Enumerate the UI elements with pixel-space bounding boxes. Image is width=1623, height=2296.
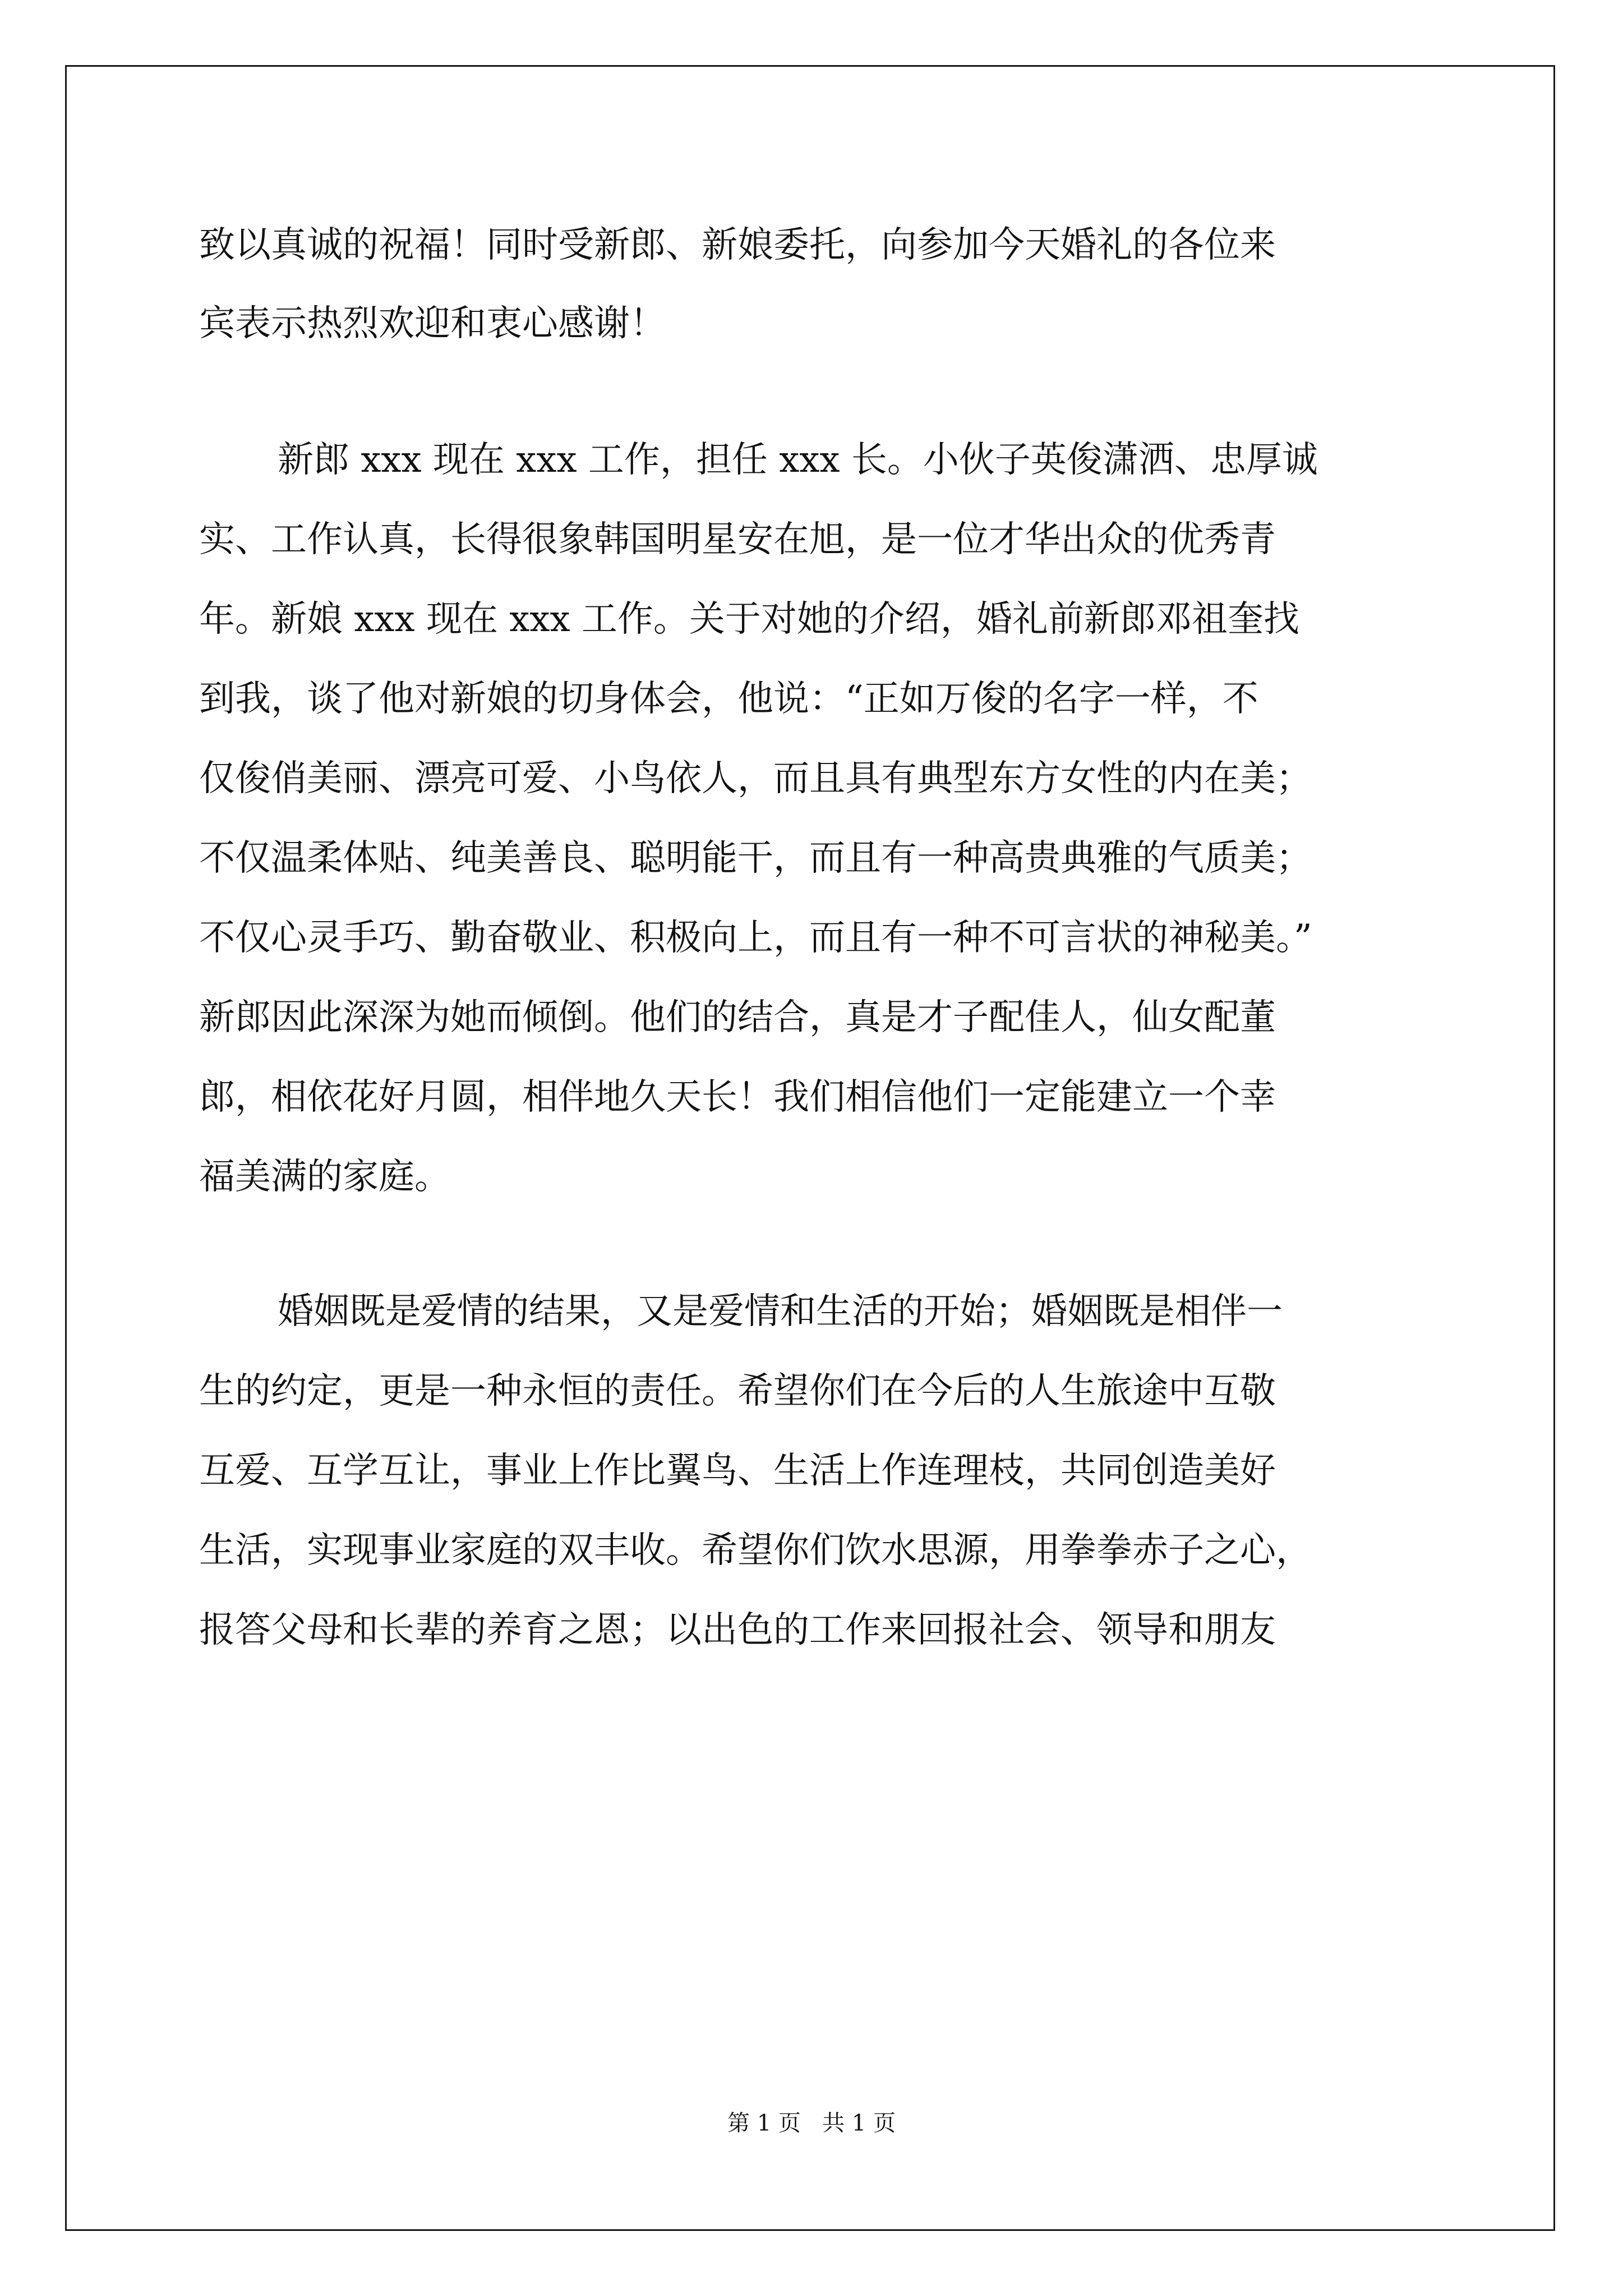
paragraph-start-line: 新郎 xxx 现在 xxx 工作，担任 xxx 长。小伙子英俊潇洒、忠厚诚 bbox=[278, 439, 1318, 481]
text-line: 实、工作认真，长得很象韩国明星安在旭，是一位才华出众的优秀青 bbox=[199, 519, 1276, 560]
page-footer: 第 1 页 共 1 页 bbox=[727, 2110, 896, 2136]
text-line: 福美满的家庭。 bbox=[199, 1156, 450, 1198]
text-line: 宾表示热烈欢迎和衷心感谢！ bbox=[199, 303, 666, 344]
text-line: 郎，相依花好月圆，相伴地久天长！我们相信他们一定能建立一个幸 bbox=[199, 1076, 1276, 1118]
text-line: 不仅心灵手巧、勤奋敬业、积极向上，而且有一种不可言状的神秘美。” bbox=[199, 917, 1312, 959]
text-line: 报答父母和长辈的养育之恩；以出色的工作来回报社会、领导和朋友 bbox=[199, 1609, 1276, 1651]
page-border bbox=[65, 65, 1555, 2231]
text-line: 生的约定，更是一种永恒的责任。希望你们在今后的人生旅途中互敬 bbox=[199, 1370, 1276, 1412]
text-line: 到我，谈了他对新娘的切身体会，他说：“正如万俊的名字一样，不 bbox=[199, 678, 1258, 720]
text-line: 生活，实现事业家庭的双丰收。希望你们饮水思源，用拳拳赤子之心， bbox=[199, 1530, 1312, 1571]
text-line: 年。新娘 xxx 现在 xxx 工作。关于对她的介绍，婚礼前新郎邓祖奎找 bbox=[199, 599, 1299, 640]
text-line: 不仅温柔体贴、纯美善良、聪明能干，而且有一种高贵典雅的气质美； bbox=[199, 838, 1312, 879]
text-line: 仅俊俏美丽、漂亮可爱、小鸟依人，而且具有典型东方女性的内在美； bbox=[199, 758, 1312, 799]
text-line: 新郎因此深深为她而倾倒。他们的结合，真是才子配佳人，仙女配董 bbox=[199, 997, 1276, 1038]
text-line: 互爱、互学互让，事业上作比翼鸟、生活上作连理枝，共同创造美好 bbox=[199, 1450, 1276, 1492]
paragraph-start-line: 婚姻既是爱情的结果，又是爱情和生活的开始；婚姻既是相伴一 bbox=[278, 1291, 1283, 1332]
text-line: 致以真诚的祝福！同时受新郎、新娘委托，向参加今天婚礼的各位来 bbox=[199, 224, 1276, 266]
